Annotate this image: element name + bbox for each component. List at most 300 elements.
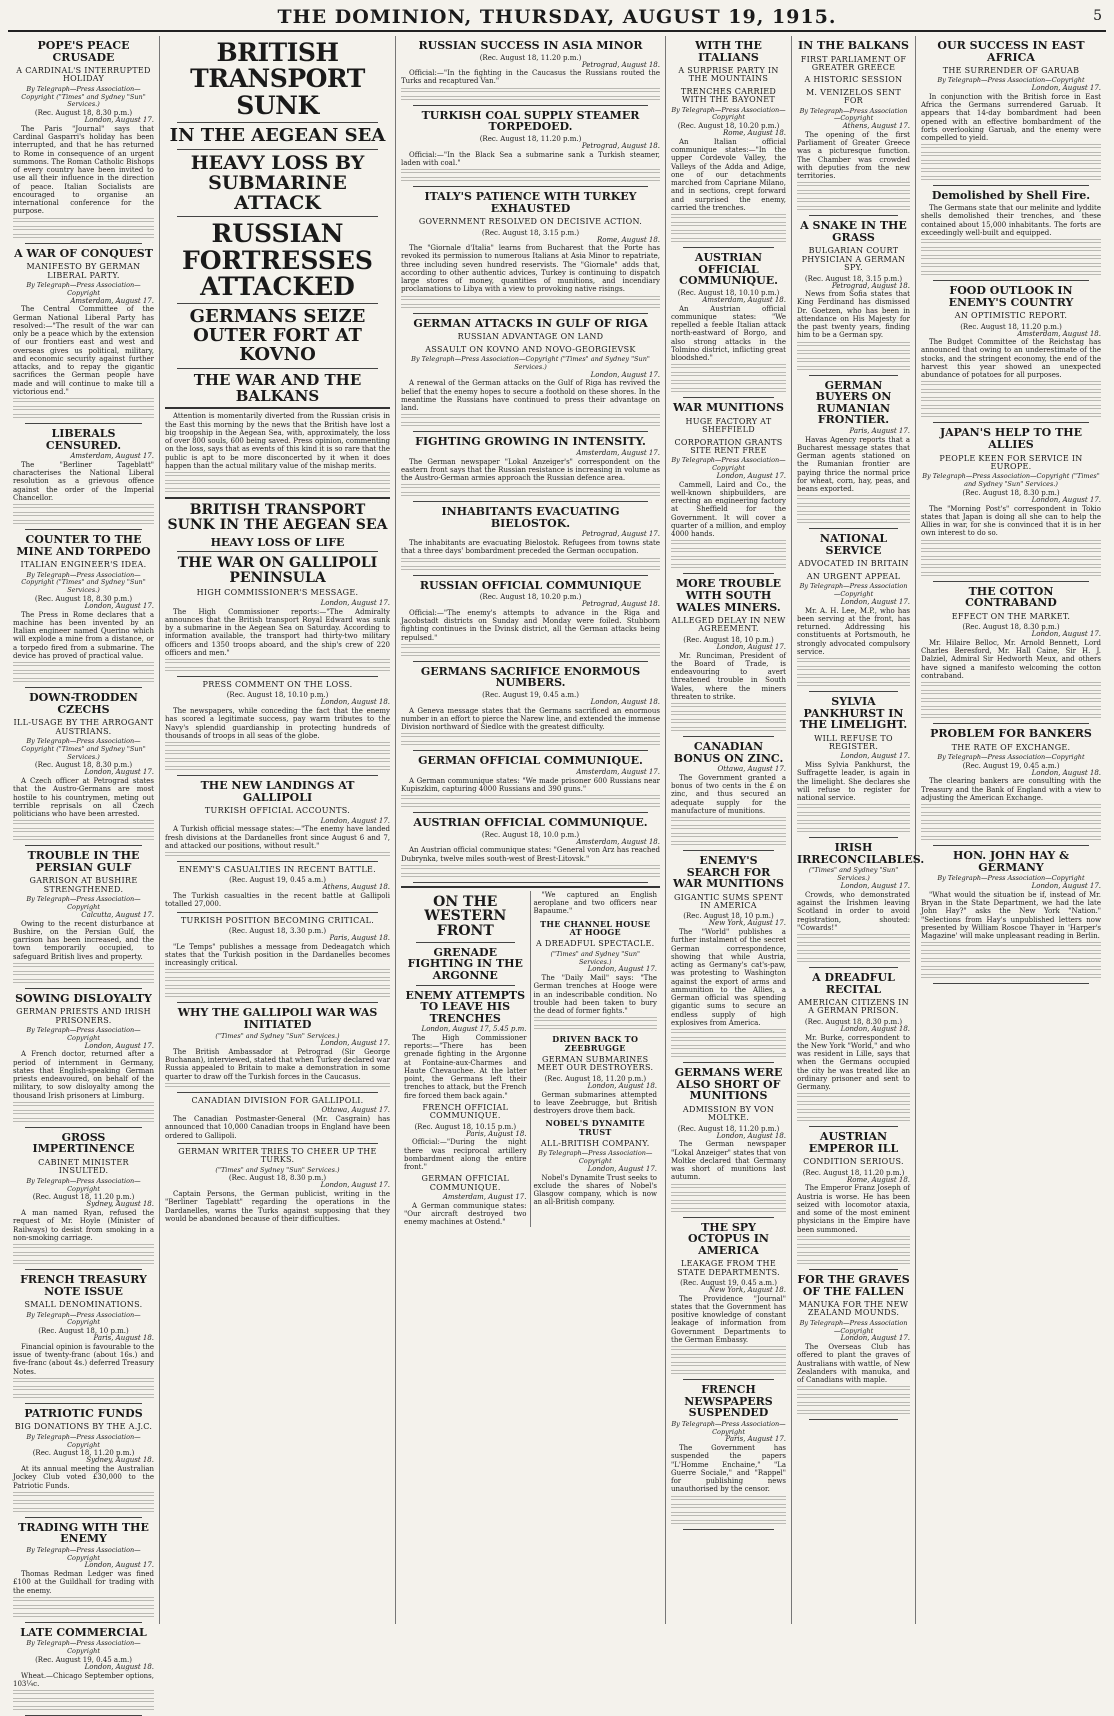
article-text: A German communique states: "Our aircraft destroyed two enemy machines at Ostend." [404, 1201, 527, 1227]
credit-line: By Telegraph—Press Association—Copyright [937, 874, 1085, 883]
article-headline: A SNAKE IN THE GRASS [800, 219, 907, 244]
article-headline: ENEMY'S SEARCH FOR WAR MUNITIONS [672, 854, 785, 891]
article-headline: A WAR OF CONQUEST [14, 246, 153, 260]
article-text: Financial opinion is favourable to the issue of twenty-franc (about 16s.) and five-franc (about 4s.) deferred Treasury Notes. [13, 1342, 154, 1376]
article-text: The Government granted a bonus of two cents in the £ on zinc, and thus secured an adequate supply for the manufacture of munitions. [671, 773, 786, 815]
article-headline: GERMAN BUYERS ON RUMANIAN FRONTIER. [815, 378, 892, 427]
received-time: (Rec. August 19, 0.45 a.m.) [229, 876, 326, 885]
dateline: Athens, August 18. [322, 883, 390, 892]
article [797, 841, 925, 964]
received-time: (Rec. August 18, 10.10 p.m.) [226, 691, 329, 700]
received-time: (Rec. August 18, 8.30 p.m.) [34, 109, 133, 118]
article-subheadline: CORPORATION GRANTS SITE RENT FREE [674, 437, 783, 455]
dateline: Amsterdam, August 17. [70, 296, 154, 305]
article-text: The "Morning Post's" correspondent in Tokio states that Japan is doing all she can to help the Allies in war, for she is convinced that it is in her own interest to do so. [921, 504, 1101, 538]
dateline: Amsterdam, August 18. [1017, 329, 1101, 338]
article-subheadline: A CARDINAL'S INTERRUPTED HOLIDAY [16, 66, 151, 84]
received-time: (Rec. August 18, 10 p.m.) [38, 1327, 129, 1336]
credit-line: By Telegraph—Press Association—Copyright [538, 1149, 653, 1166]
article-text: Mr. Hilaire Belloc, Mr. Arnold Bennett, Lord Charles Beresford, Mr. Hall Caine, Sir H. J. Dalziel, Admiral Sir Hedworth Meux, and others have signed a manifesto welcoming the cotton contraband. [921, 638, 1101, 680]
banner-headline-2: IN THE AEGEAN SEA [169, 124, 386, 146]
article-headline: TURKISH COAL SUPPLY STEAMER TORPEDOED. [421, 108, 640, 134]
article-text: The opening of the first Parliament of Greater Greece was a picturesque function. The Chamber was crowded with deputies from the new territories. [797, 130, 910, 181]
dateline: Paris, August 17. [849, 426, 910, 435]
received-time: (Rec. August 18, 3.15 p.m.) [481, 228, 580, 237]
dateline: Petrograd, August 18. [581, 141, 660, 150]
received-time: (Rec. August 18, 8.30 p.m.) [962, 623, 1060, 632]
dateline: London, August 17. [84, 1041, 154, 1050]
submarines-headline: GERMAN SUBMARINES MEET OUR DESTROYERS. [537, 1055, 654, 1073]
received-time: (Rec. August 19, 0.45 a.m.) [35, 1656, 132, 1665]
western-front-headline: ON THE WESTERN FRONT [424, 893, 507, 940]
dateline: Ottawa, August 17. [321, 1106, 390, 1115]
article-headline: THE COTTON CONTRABAND [965, 584, 1057, 610]
article-subheadline: AN URGENT APPEAL [806, 571, 901, 581]
received-time: (Rec. August 19, 0.45 a.m.) [482, 690, 579, 699]
dateline: London, August 18. [587, 1081, 657, 1090]
credit-line: By Telegraph—Press Association—Copyright [799, 106, 908, 123]
article-headline: ITALY'S PATIENCE WITH TURKEY EXHAUSTED [424, 190, 637, 215]
dateline: London, August 17. [1031, 882, 1101, 891]
article [921, 586, 1101, 720]
article-text: Mr. Runciman, President of the Board of Trade, is endeavouring to avert threatened trouble in South Wales, where the miners threaten to strike. [671, 651, 786, 701]
gallipoli-headline: THE WAR ON GALLIPOLI PENINSULA [177, 555, 378, 586]
article-subheadline: ADVOCATED IN BRITAIN [798, 559, 909, 569]
article-headline: GERMAN OFFICIAL COMMUNIQUE. [418, 754, 643, 768]
article-text: An Austrian official communique states: "General von Arz has reached Dubrynka, twelve miles south-west of Brest-Litovsk." [401, 846, 660, 863]
dateline: London, August 17. [840, 597, 910, 606]
banner-headline-4: RUSSIAN FORTRESSES ATTACKED [182, 219, 373, 301]
article [13, 40, 154, 240]
credit-line: By Telegraph—Press Association—Copyright [26, 1176, 141, 1193]
article-subheadline: EFFECT ON THE MARKET. [951, 611, 1071, 621]
article [921, 190, 1101, 277]
article-headline: NATIONAL SERVICE [819, 532, 888, 557]
article-text: German submarines attempted to leave Zeebrugge, but British destroyers drove them back. [533, 1090, 657, 1115]
article-text: A Czech officer at Petrograd states that the Austro-Germans are most hostile to his countrymen, meting out terrible reprisals on all Czech politicians who have been arrested. [13, 777, 154, 819]
dateline: Petrograd, August 18. [581, 60, 660, 69]
article-headline: SOWING DISLOYALTY [15, 991, 152, 1005]
article-text: A man named Ryan, refused the request of Mr. Hoyle (Minister of Railways) to desist from smoking in a non-smoking carriage. [13, 1209, 154, 1242]
masthead-title [8, 6, 1106, 28]
article-text: The Turkish casualties in the recent battle at Gallipoli totalled 27,000. [165, 892, 390, 909]
article-subheadline: TRENCHES CARRIED WITH THE BAYONET [680, 86, 777, 105]
article [401, 817, 660, 879]
credit-line: By Telegraph—Press Association—Copyright [671, 456, 786, 473]
article-subheadline: A HISTORIC SESSION [804, 75, 903, 85]
article [921, 850, 1101, 980]
article [13, 1132, 154, 1266]
article-subheadline: SMALL DENOMINATIONS. [24, 1300, 143, 1310]
article-text: At its annual meeting the Australian Jockey Club voted £30,000 to the Patriotic Funds. [13, 1465, 154, 1490]
article-headline: JAPAN'S HELP TO THE ALLIES [939, 426, 1083, 451]
article-headline: COUNTER TO THE MINE AND TORPEDO [16, 533, 151, 558]
article [797, 220, 910, 371]
dateline: London, August 17. [587, 965, 657, 974]
article-text: The Germans state that our melinite and lyddite shells demolished their trenches, and these contained about 15,000 inhabitants. The forts are exceedingly well-built and equipped. [921, 204, 1101, 237]
article-subheadline: ASSAULT ON KOVNO AND NOVO-GEORGIEVSK [425, 344, 636, 354]
article [401, 506, 660, 571]
article [671, 741, 786, 847]
article [797, 40, 910, 212]
article-headline: TRADING WITH THE ENEMY [18, 1520, 149, 1546]
article-headline: FRENCH NEWSPAPERS SUSPENDED [684, 1383, 773, 1420]
dateline: London, August 18. [1031, 768, 1101, 777]
article-text: Official:—"In the fighting in the Caucasus the Russians routed the Turks and recaptured Van." [401, 69, 660, 86]
credit-line: By Telegraph—Press Association—Copyright [671, 1419, 786, 1436]
dateline: London, August 17. [590, 370, 660, 379]
article-headline: PROBLEM FOR BANKERS [930, 727, 1092, 741]
credit-line: By Telegraph—Press Association—Copyright [26, 1639, 141, 1656]
article-headline: FOR THE GRAVES OF THE FALLEN [797, 1272, 910, 1298]
credit-line: By Telegraph—Press Association—Copyright [26, 1545, 141, 1562]
dateline: New York, August 18. [708, 1285, 786, 1294]
article-headline: FIGHTING GROWING IN INTENSITY. [415, 435, 646, 449]
credit-line: By Telegraph—Press Association—Copyright [799, 582, 908, 599]
received-time: (Rec. August 18, 10 p.m.) [683, 912, 774, 921]
article-headline: THE SPY OCTOPUS IN AMERICA [688, 1220, 769, 1257]
article-text: The High Commissioner reports:—"There has been grenade fighting in the Argonne at Fontaine-aux-Charmes and Haute Chevauchee. At the latter point, the Germans left their trenches to attack, but the French fire forced them back again." [404, 1033, 527, 1100]
dateline: New York, August 17. [708, 919, 786, 928]
article [797, 972, 910, 1123]
banner-headline-3: HEAVY LOSS BY SUBMARINE ATTACK [190, 151, 365, 214]
banner-headline-6: THE WAR AND THE BALKANS [193, 370, 362, 405]
article [797, 533, 910, 688]
received-time: (Rec. August 18, 11.20 p.m.) [32, 1193, 135, 1202]
article-text: Miss Sylvia Pankhurst, the Suffragette leader, is again in the limelight. She declares she will refuse to register for national service. [797, 761, 910, 803]
enemy-attempts-headline: ENEMY ATTEMPTS TO LEAVE HIS TRENCHES [405, 988, 526, 1025]
article-text: Captain Persons, the German publicist, writing in the "Berliner Tageblatt" regarding the operations in the Dardanelles, warns the Turks against supposing that they would be abandoned because of their difficulties. [165, 1190, 390, 1223]
dateline: Amsterdam, August 17. [70, 452, 154, 461]
dateline: Ottawa, August 17. [717, 765, 786, 774]
received-time: (Rec. August 18, 8.30 p.m.) [962, 488, 1060, 497]
article-headline: GERMAN ATTACKS IN GULF OF RIGA [413, 316, 648, 330]
masthead [8, 6, 1106, 32]
turkish-accounts-headline: TURKISH OFFICIAL ACCOUNTS. [204, 806, 351, 816]
dateline: Sydney, August 18. [86, 1200, 154, 1209]
article [671, 1222, 786, 1377]
dateline: London, August 17. [320, 1181, 390, 1190]
article-text: The Canadian Postmaster-General (Mr. Casgrain) has announced that 10,000 Canadian troops in England have been ordered to Gallipoli. [165, 1115, 390, 1140]
article-headline: OUR SUCCESS IN EAST AFRICA [937, 39, 1085, 64]
article-text: "Le Temps" publishes a message from Dedeagatch which states that the Turkish position in the Dardanelles becomes increasingly critical. [165, 942, 390, 968]
article [671, 40, 786, 244]
article-subheadline: CONDITION SERIOUS. [803, 1157, 904, 1167]
column-4 [666, 36, 792, 1624]
article-headline: SYLVIA PANKHURST IN THE LIMELIGHT. [799, 695, 908, 732]
article [797, 696, 910, 834]
dateline: London, August 17. [716, 471, 786, 480]
credit-line: ("Times" and Sydney "Sun" Services.) [215, 1165, 340, 1174]
turkish-position-headline: TURKISH POSITION BECOMING CRITICAL. [180, 915, 375, 925]
dateline: London, August 17. [840, 882, 910, 891]
dateline: Petrograd, August 18. [831, 281, 910, 290]
article [401, 436, 660, 498]
article-text: News from Sofia states that King Ferdinand has dismissed Dr. Goetzen, who has been in attendance on His Majesty for the past twenty years, finding him to be a German spy. [797, 290, 910, 340]
credit-line: ("Times" and Sydney "Sun" Services.) [808, 866, 899, 883]
article-headline: PATRIOTIC FUNDS [24, 1406, 143, 1420]
article-text: Official:—"In the Black Sea a submarine sank a Turkish steamer, laden with coal." [401, 150, 660, 167]
dateline: London, August 17, 5.45 p.m. [421, 1025, 527, 1034]
article-subheadline: A SURPRISE PARTY IN THE MOUNTAINS [678, 66, 779, 84]
article-subheadline: GIGANTIC SUMS SPENT IN AMERICA [673, 892, 784, 911]
article [797, 1131, 910, 1266]
credit-line: By Telegraph—Press Association—Copyright ("Times" and Sydney "Sun" Services.) [21, 84, 146, 109]
transport-sunk-headline: BRITISH TRANSPORT SUNK IN THE AEGEAN SEA [167, 502, 388, 533]
dateline: Petrograd, August 18. [581, 600, 660, 609]
dateline: London, August 18. [590, 697, 660, 706]
article-subheadline: AMERICAN CITIZENS IN A GERMAN PRISON. [798, 998, 909, 1016]
article [797, 1274, 910, 1416]
dateline: Petrograd, August 17. [581, 530, 660, 539]
german-writer-headline: GERMAN WRITER TRIES TO CHEER UP THE TURKS. [178, 1146, 377, 1165]
received-time: (Rec. August 18, 10.10 p.m.) [677, 288, 780, 297]
received-time: (Rec. August 18, 10 p.m.) [683, 635, 774, 644]
article-headline: GERMANS SACRIFICE ENORMOUS NUMBERS. [420, 664, 641, 690]
article-headline: HON. JOHN HAY & GERMANY [952, 849, 1070, 874]
article-text: The High Commissioner reports:—"The Admiralty announces that the British transport Royal Edward was sunk by a submarine in the Aegean Sea on Saturday. According to information available, the transport had thirty-two military officers and 1350 troops aboard, and the ship's crew of 220 officers and men." [165, 607, 390, 657]
all-british-headline: ALL-BRITISH COMPANY. [540, 1139, 650, 1149]
article-text: An Austrian official communique states: "We repelled a feeble Italian attack north-eastward of Borgo, and also strong attacks in the Tolmino district, inflicting great bloodshed." [671, 304, 786, 363]
credit-line: By Telegraph—Press Association—Copyright ("Times" and Sydney "Sun" Services.) [21, 737, 146, 761]
article-headline: DOWN-TRODDEN CZECHS [29, 691, 138, 716]
article-text: Mr. Burke, correspondent to the New York "World," and who was resident in Lille, says that when the Germans occupied the city he was treated like an ordinary prisoner and sent to Germany. [797, 1033, 910, 1092]
german-communique-headline: GERMAN OFFICIAL COMMUNIQUE. [421, 1174, 509, 1192]
article-headline: FRENCH TREASURY NOTE ISSUE [20, 1273, 147, 1298]
dateline: Calcutta, August 17. [81, 910, 154, 919]
received-time: (Rec. August 18, 8.30 p.m.) [34, 761, 133, 770]
article [401, 755, 660, 809]
credit-line: By Telegraph—Press Association—Copyright [26, 1026, 141, 1042]
war-intro-text: Attention is momentarily diverted from the Russian crisis in the East this morning by the news that the British have lost a big troopship in the Aegean Sea, with, approximately, the loss of over 800 souls, 600 being saved. Press opinion, commenting on the loss, says that as events of this kind it is so rare that the public is apt to be more disconcerted by it when it does happen than the actual military value of the mishap merits. [165, 412, 390, 470]
article-text: Owing to the recent disturbance at Bushire, on the Persian Gulf, the garrison has been increased, and the town temporarily occupied, to safeguard British lives and property. [13, 919, 154, 961]
article-subheadline: GARRISON AT BUSHIRE STRENGTHENED. [29, 876, 138, 894]
article [401, 191, 660, 310]
western-front-section [401, 891, 660, 1227]
article-headline: FOOD OUTLOOK IN ENEMY'S COUNTRY [948, 284, 1074, 309]
credit-line: By Telegraph—Press Association—Copyright ("Times" and Sydney "Sun" Services.) [21, 570, 146, 595]
page-number: 5 [1093, 8, 1102, 24]
credit-line: By Telegraph—Press Association—Copyright [26, 281, 141, 297]
credit-line: ("Times" and Sydney "Sun" Services.) [550, 949, 640, 966]
dateline: London, August 17. [320, 1039, 390, 1048]
column-6 [916, 36, 1106, 1624]
article-headline: AUSTRIAN OFFICIAL COMMUNIQUE. [413, 816, 648, 830]
article [401, 580, 660, 658]
column-1 [8, 36, 160, 1688]
credit-line: By Telegraph—Press Association—Copyright [937, 76, 1085, 85]
article-text: Official:—"The enemy's attempts to advance in the Riga and Jacobstadt districts on Sunday and Monday were foiled. Stubborn fighting continues in the Dvinsk district, all the German attacks being repulsed." [401, 608, 660, 642]
dateline: Rome, August 18. [596, 235, 660, 244]
dateline: London, August 18. [716, 1131, 786, 1140]
received-time: (Rec. August 18, 8.30 p.m.) [804, 1017, 903, 1026]
casualties-headline: ENEMY'S CASUALTIES IN RECENT BATTLE. [179, 865, 376, 874]
article-text: A Geneva message states that the Germans sacrificed an enormous number in an effort to pierce the Narew line, and extended the immense Division northward of Siedlce with the greatest difficulty. [401, 706, 660, 732]
received-time: (Rec. August 19, 0.45 a.m.) [962, 761, 1060, 770]
article-headline: IN THE BALKANS [797, 39, 910, 52]
article-text: In conjunction with the British force in East Africa the Germans surrendered Garuab. It appears that 14-day bombardment had been opened with an effective bombardment of the forts overlooking Garuab, and the enemy were compelled to yield. [921, 92, 1101, 143]
article-headline: RUSSIAN OFFICIAL COMMUNIQUE [419, 578, 642, 592]
why-gallipoli-headline: WHY THE GALLIPOLI WAR WAS INITIATED [177, 1006, 378, 1031]
article-text: The "World" publishes a further instalment of the secret German correspondence, showing that while Austria, acting as Germany's cat's-paw, was protesting to Washington against the export of arms and ammunition to the Allies, a German official was spending gigantic sums to secure an endless supply of high explosives from America. [671, 928, 786, 1027]
article-headline: CANADIAN BONUS ON ZINC. [673, 740, 784, 765]
article-text: The German newspaper "Lokal Anzeiger's" correspondent on the eastern front says that the Russian resistance is increasing in volume as the Austro-German armies approach the Russian defence area. [401, 457, 660, 483]
article-headline: POPE'S PEACE CRUSADE [37, 39, 130, 64]
article-subheadline: ADMISSION BY VON MOLTKE. [682, 1104, 775, 1123]
dateline: London, August 18. [84, 1663, 154, 1672]
column-2 [160, 36, 396, 1624]
article [13, 534, 154, 684]
article [13, 428, 154, 526]
article-headline: GROSS IMPERTINENCE [32, 1130, 135, 1156]
article-text: The British Ambassador at Petrograd (Sir George Buchanan), interviewed, stated that when Turkey declared war Russia appealed to Britain to make a demonstration in some quarter to draw off the Turkish forces in the Caucasus. [165, 1047, 390, 1081]
article-text: The clearing bankers are consulting with the Treasury and the Bank of England with a view to adjusting the American Exchange. [921, 777, 1101, 802]
article-headline: TROUBLE IN THE PERSIAN GULF [27, 849, 140, 874]
dateline: Amsterdam, August 18. [702, 295, 786, 304]
credit-line: ("Times" and Sydney "Sun" Services.) [215, 1031, 340, 1040]
received-time: (Rec. August 18, 8.30 p.m.) [34, 594, 133, 603]
article-subheadline: M. VENIZELOS SENT FOR [805, 87, 902, 106]
article-subheadline: PEOPLE KEEN FOR SERVICE IN EUROPE. [939, 453, 1083, 471]
heavy-loss-headline: HEAVY LOSS OF LIFE [210, 535, 345, 549]
credit-line: By Telegraph—Press Association—Copyright ("Times" and Sydney "Sun" Services.) [922, 472, 1100, 489]
dateline: London, August 17. [320, 816, 390, 825]
article-text: A Turkish official message states:—"The enemy have landed fresh divisions at the Dardanelles front since August 6 and 7, and attacked our positions, without result." [165, 825, 390, 850]
article-text: The Government has suspended the papers "L'Homme Enchaine," "La Guerre Sociale," and "Rappel" for publishing news unauthorised by the censor. [671, 1444, 786, 1494]
dateline: Paris, August 17. [725, 1435, 786, 1444]
dateline: Paris, August 18. [465, 1129, 527, 1138]
article-text: Havas Agency reports that a Bucharest message states that German agents stationed on the Rumanian frontier are paying thrice the normal price for wheat, corn, hay, peas, and beans exported. [797, 435, 910, 494]
article-text: The "Berliner Tageblatt" characterises the National Liberal resolution as a grievous offence against the order of the Imperial Chancellor. [13, 460, 154, 502]
article-text: Nobel's Dynamite Trust seeks to exclude the shares of Nobel's Glasgow company, which is now an all-British company. [533, 1173, 657, 1207]
article-subheadline: HUGE FACTORY AT SHEFFIELD [685, 416, 772, 435]
article-headline: RUSSIAN SUCCESS IN ASIA MINOR [418, 39, 643, 52]
article-subheadline: WILL REFUSE TO REGISTER. [814, 733, 893, 752]
received-time: (Rec. August 18, 10.20 p.m.) [479, 593, 582, 602]
article-subheadline: MANIFESTO BY GERMAN LIBERAL PARTY. [26, 262, 141, 280]
article-subheadline: BULGARIAN COURT PHYSICIAN A GERMAN SPY. [801, 246, 906, 273]
dateline: London, August 17. [587, 1165, 657, 1174]
dateline: London, August 17. [716, 642, 786, 651]
grenade-headline: GRENADE FIGHTING IN THE ARGONNE [407, 945, 523, 982]
credit-line: By Telegraph—Press Association—Copyright [26, 895, 141, 912]
article [921, 285, 1101, 419]
credit-line: By Telegraph—Press Association—Copyright [26, 1432, 141, 1449]
article-text: "We captured an English aeroplane and two officers near Bapaume." [533, 890, 657, 916]
article-headline: WITH THE ITALIANS [695, 39, 762, 64]
article [13, 850, 154, 984]
article-headline: LATE COMMERCIAL [20, 1625, 147, 1639]
received-time: (Rec. August 18, 11.20 p.m.) [802, 1168, 905, 1177]
article [13, 993, 154, 1124]
dateline: Paris, August 18. [329, 933, 390, 942]
high-commissioner-headline: HIGH COMMISSIONER'S MESSAGE. [196, 588, 359, 598]
article [401, 40, 660, 102]
article-headline: AUSTRIAN EMPEROR ILL [808, 1130, 899, 1155]
dateline: London, August 17. [840, 752, 910, 761]
article [13, 1408, 154, 1514]
banner-headline-1: BRITISH TRANSPORT SUNK [190, 38, 365, 120]
article-headline: IRISH IRRECONCILABLES. [797, 841, 925, 866]
article-subheadline: LEAKAGE FROM THE STATE DEPARTMENTS. [677, 1259, 780, 1277]
article-headline: GERMANS WERE ALSO SHORT OF MUNITIONS [674, 1066, 783, 1103]
received-time: (Rec. August 18, 11.20 p.m.) [677, 1124, 780, 1133]
article-text: The Emperor Franz Joseph of Austria is worse. He has been seized with locomotor ataxia, and some of the most eminent physicians in the Empire have been summoned. [797, 1184, 910, 1234]
article-subheadline: THE SURRENDER OF GARUAB [942, 66, 1080, 76]
received-time: (Rec. August 18, 11.20 p.m.) [960, 322, 1062, 331]
article-text: Thomas Redman Ledger was fined £100 at the Guildhall for trading with the enemy. [13, 1570, 154, 1595]
banner-headline-5: GERMANS SEIZE OUTER FORT AT KOVNO [189, 306, 366, 365]
column-5 [792, 36, 925, 1624]
press-comment-headline: PRESS COMMENT ON THE LOSS. [202, 680, 353, 689]
article-text: A renewal of the German attacks on the Gulf of Riga has revived the belief that the enemy hopes to secure a foothold on these shores. In the meantime the Russians have continued to press their advantage on land. [401, 379, 660, 413]
article-headline: AUSTRIAN OFFICIAL COMMUNIQUE. [679, 251, 778, 288]
article [13, 1274, 154, 1400]
article-text: The "Giornale d'Italia" learns from Bucharest that the Porte has revoked its permission to numerous Italians at Asia Minor to repatriate, three including seven hundred reservists. The "Giornale" adds that, according to other authentic advices, Turkey is continuing to dispatch large stores of money, quantities of munitions, and incendiary proclamations to Libya with a view to provoking native risings. [401, 244, 660, 294]
article-headline: A DREADFUL RECITAL [812, 971, 895, 996]
dateline: London, August 17. [84, 601, 154, 610]
article-text: A French doctor, returned after a period of internment in Germany, states that English-speaking German priests endeavoured, on behalf of the military, to sow disloyalty among the thousand Irish prisoners at Limburg. [13, 1050, 154, 1100]
dateline: Rome, August 18. [722, 129, 786, 138]
article-text: Mr. A. H. Lee, M.P., who has been serving at the front, has returned. Addressing his constituents at Portsmouth, he strongly advocated compulsory service. [797, 606, 910, 656]
article [921, 40, 1101, 182]
dateline: Sydney, August 18. [86, 1456, 154, 1465]
received-time: (Rec. August 18, 11.20 p.m.) [479, 134, 582, 143]
received-time: (Rec. August 18, 10.20 p.m.) [677, 122, 780, 131]
article-text: An Italian official communique states:—"In the upper Cordevole Valley, the Valleys of the Adda and Adige, one of our detachments marched from Capriane Milano, and in sections, crept forward and surprised the enemy, carried the trenches. [671, 137, 786, 212]
new-landings-headline: THE NEW LANDINGS AT GALLIPOLI [200, 779, 355, 804]
article-headline: INHABITANTS EVACUATING BIELOSTOK. [441, 505, 620, 530]
issue-day: THURSDAY, [479, 6, 616, 28]
article [921, 728, 1101, 842]
nobel-headline: NOBEL'S DYNAMITE TRUST [545, 1118, 645, 1137]
canadian-division-headline: CANADIAN DIVISION FOR GALLIPOLI. [191, 1095, 364, 1105]
article-text: The Paris "Journal" says that Cardinal Gasparri's holiday has been interrupted, and that he has returned to Rome in consequence of an urgent summons. The Roman Catholic Bishops of every country have been invited to use all their influence in the direction of peace. Italian Socialists are encouraged to organise an international conference for the purpose. [13, 124, 154, 216]
dateline: London, August 17. [84, 116, 154, 125]
dateline: Paris, August 18. [93, 1334, 154, 1343]
article-subheadline: BIG DONATIONS BY THE A.J.C. [14, 1422, 153, 1432]
issue-date: AUGUST 19, 1915. [622, 6, 837, 28]
article [13, 1627, 154, 1712]
french-communique-headline: FRENCH OFFICIAL COMMUNIQUE. [422, 1102, 509, 1121]
article-subheadline: MANUKA FOR THE NEW ZEALAND MOUNDS. [798, 1300, 909, 1318]
article [401, 110, 660, 183]
article [13, 1522, 154, 1619]
article-subheadline: ILL-USAGE BY THE ARROGANT AUSTRIANS. [13, 718, 154, 736]
dateline: London, August 18. [840, 1024, 910, 1033]
paper-name: THE DOMINION, [277, 6, 473, 28]
article-headline: Demolished by Shell Fire. [931, 189, 1091, 203]
received-time: (Rec. August 18, 3.15 p.m.) [804, 274, 903, 283]
article-text: Crowds, who demonstrated against the Irishmen leaving Scotland in order to avoid registration, shouted: "Cowards!" [797, 890, 910, 932]
article [797, 380, 910, 526]
article-subheadline: CABINET MINISTER INSULTED. [38, 1157, 129, 1176]
article-subheadline: AN OPTIMISTIC REPORT. [954, 311, 1068, 321]
article-text: The Overseas Club has offered to plant the graves of Australians with wattle, of New Zealanders with manuka, and of Canadians with maple. [797, 1343, 910, 1385]
received-time: (Rec. August 18, 3.30 p.m.) [228, 926, 327, 935]
article-subheadline: ITALIAN ENGINEER'S IDEA. [20, 560, 147, 570]
dateline: Amsterdam, August 17. [576, 448, 660, 457]
dateline: London, August 17. [840, 1334, 910, 1343]
article [671, 1067, 786, 1213]
article-text: The Press in Rome declares that a machine has been invented by an Italian engineer named Querino which will explode a mine from a distance, or a torpedo fired from a submarine. The device has proved of practical value. [13, 610, 154, 660]
received-time: (Rec. August 18, 8.30 p.m.) [228, 1174, 327, 1183]
dateline: Amsterdam, August 18. [576, 837, 660, 846]
article-headline: MORE TROUBLE WITH SOUTH WALES MINERS. [675, 577, 782, 614]
article-subheadline: ALLEGED DELAY IN NEW AGREEMENT. [671, 616, 786, 634]
credit-line: By Telegraph—Press Association—Copyright ("Times" and Sydney "Sun" Services.) [411, 355, 650, 371]
received-time: (Rec. August 18, 11.20 p.m.) [544, 1074, 647, 1083]
